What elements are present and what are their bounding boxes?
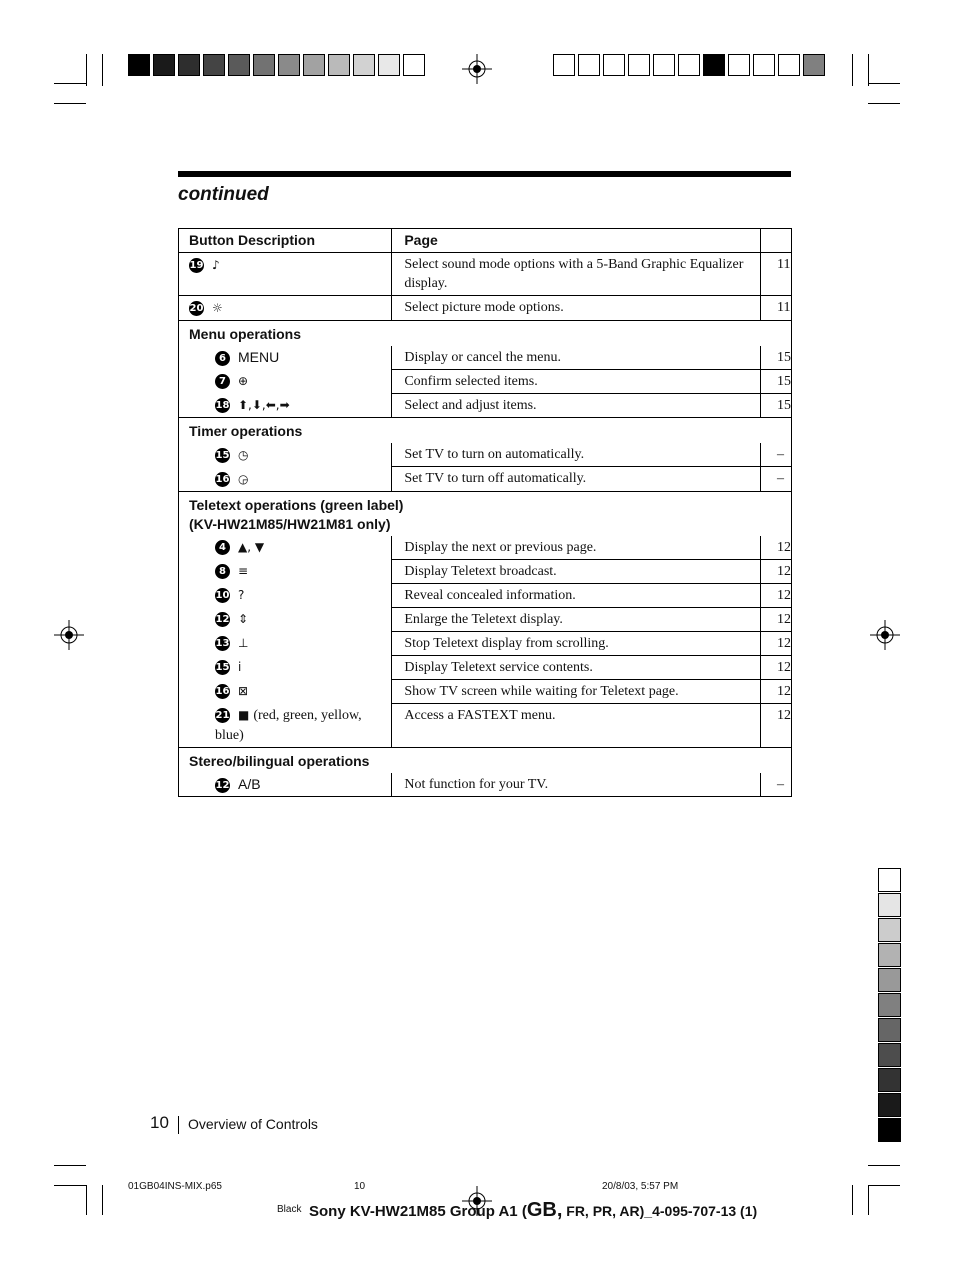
button-cell bbox=[179, 536, 392, 560]
color-swatch bbox=[603, 54, 625, 76]
button-icon: ? bbox=[238, 588, 245, 603]
button-cell bbox=[179, 655, 392, 679]
button-icon: ■ bbox=[238, 708, 250, 723]
color-swatch bbox=[253, 54, 275, 76]
crop-mark bbox=[868, 103, 900, 104]
button-cell bbox=[179, 703, 392, 748]
table-row bbox=[179, 583, 792, 607]
color-swatch bbox=[553, 54, 575, 76]
page-cell: 15 bbox=[761, 393, 792, 417]
page-cell: 12 bbox=[761, 583, 792, 607]
button-icon: ◶ bbox=[238, 471, 249, 486]
table-row bbox=[179, 773, 792, 797]
table-row bbox=[179, 467, 792, 491]
footer-model-suffix: FR, PR, AR)_4-095-707-13 (1) bbox=[562, 1203, 758, 1219]
callout-number: 15 bbox=[215, 662, 230, 674]
page-cell: 12 bbox=[761, 703, 792, 748]
callout-number: 15 bbox=[215, 449, 230, 461]
footer-model-prefix: Sony KV-HW21M85 Group A1 ( bbox=[309, 1203, 527, 1220]
crop-mark bbox=[868, 1185, 900, 1186]
callout-number: 18 bbox=[215, 400, 230, 412]
description-cell: Select sound mode options with a 5-Band Graphic Equalizer display. bbox=[392, 253, 761, 296]
table-row bbox=[179, 536, 792, 560]
registration-mark-icon bbox=[870, 620, 900, 650]
table-row bbox=[179, 703, 792, 748]
color-swatch bbox=[878, 1118, 901, 1142]
color-swatch bbox=[778, 54, 800, 76]
button-icon: ⊠ bbox=[238, 684, 249, 699]
section-row bbox=[179, 491, 792, 536]
color-swatch bbox=[753, 54, 775, 76]
button-cell bbox=[179, 679, 392, 703]
crop-mark bbox=[86, 54, 87, 86]
description-cell: Select picture mode options. bbox=[392, 296, 761, 321]
callout-number: 13 bbox=[215, 638, 230, 650]
crop-mark bbox=[102, 1185, 103, 1215]
color-swatch bbox=[803, 54, 825, 76]
page-cell: 12 bbox=[761, 655, 792, 679]
header-empty bbox=[761, 229, 792, 253]
color-swatch bbox=[353, 54, 375, 76]
description-cell: Not function for your TV. bbox=[392, 773, 761, 797]
button-cell bbox=[179, 253, 392, 296]
page-cell: 12 bbox=[761, 536, 792, 560]
crop-mark bbox=[868, 54, 869, 86]
button-icon: ◷ bbox=[238, 447, 249, 462]
button-cell bbox=[179, 467, 392, 491]
color-swatch bbox=[403, 54, 425, 76]
description-cell: Show TV screen while waiting for Teletext page. bbox=[392, 679, 761, 703]
footer-model-line bbox=[309, 1199, 757, 1222]
button-cell bbox=[179, 773, 392, 797]
color-swatch bbox=[228, 54, 250, 76]
crop-mark bbox=[868, 83, 900, 84]
page-cell: – bbox=[761, 467, 792, 491]
button-cell bbox=[179, 346, 392, 370]
button-icon: ≡ bbox=[238, 564, 249, 579]
page-cell: 15 bbox=[761, 369, 792, 393]
callout-number: 21 bbox=[215, 710, 230, 722]
section-row bbox=[179, 748, 792, 774]
section-name: Overview of Controls bbox=[188, 1116, 318, 1132]
section-title: Timer operations bbox=[189, 423, 303, 440]
callout-number: 20 bbox=[189, 302, 204, 314]
button-label: MENU bbox=[238, 348, 280, 365]
page-cell: – bbox=[761, 443, 792, 467]
table-row bbox=[179, 346, 792, 370]
table-row bbox=[179, 607, 792, 631]
controls-table bbox=[178, 228, 792, 797]
description-cell: Reveal concealed information. bbox=[392, 583, 761, 607]
color-swatch bbox=[878, 943, 901, 967]
button-cell bbox=[179, 443, 392, 467]
color-swatch bbox=[878, 993, 901, 1017]
button-label: (red, green, yellow, blue) bbox=[215, 708, 362, 744]
button-icon: ▲, ▼ bbox=[238, 540, 265, 555]
button-cell bbox=[179, 559, 392, 583]
color-swatch bbox=[278, 54, 300, 76]
crop-mark bbox=[54, 83, 86, 84]
page-cell: 11 bbox=[761, 253, 792, 296]
callout-number: 6 bbox=[215, 351, 230, 366]
description-cell: Stop Teletext display from scrolling. bbox=[392, 631, 761, 655]
button-cell bbox=[179, 631, 392, 655]
table-row bbox=[179, 253, 792, 296]
crop-mark bbox=[54, 103, 86, 104]
button-cell bbox=[179, 607, 392, 631]
description-cell: Set TV to turn on automatically. bbox=[392, 443, 761, 467]
footer-divider bbox=[178, 1116, 179, 1134]
color-swatch bbox=[878, 918, 901, 942]
button-icon: ⊕ bbox=[238, 374, 249, 389]
color-swatch bbox=[878, 1043, 901, 1067]
page-number: 10 bbox=[150, 1113, 169, 1132]
table-row bbox=[179, 631, 792, 655]
description-cell: Display or cancel the menu. bbox=[392, 346, 761, 370]
table-row bbox=[179, 443, 792, 467]
table-row bbox=[179, 679, 792, 703]
callout-number: 16 bbox=[215, 473, 230, 485]
description-cell: Display Teletext broadcast. bbox=[392, 559, 761, 583]
section-title: Stereo/bilingual operations bbox=[189, 753, 370, 770]
color-swatch bbox=[878, 893, 901, 917]
callout-number: 12 bbox=[215, 780, 230, 792]
color-swatch bbox=[578, 54, 600, 76]
button-icon: i bbox=[238, 660, 242, 675]
callout-number: 12 bbox=[215, 614, 230, 626]
crop-mark bbox=[102, 54, 103, 86]
callout-number: 8 bbox=[215, 564, 230, 579]
color-swatch bbox=[653, 54, 675, 76]
table-row bbox=[179, 655, 792, 679]
header-page: Page bbox=[392, 229, 761, 253]
table-row bbox=[179, 393, 792, 417]
button-icon: ☼ bbox=[212, 300, 223, 315]
description-cell: Select and adjust items. bbox=[392, 393, 761, 417]
crop-mark bbox=[852, 54, 853, 86]
registration-mark-icon bbox=[462, 54, 492, 84]
crop-mark bbox=[868, 1165, 900, 1166]
section-title: Menu operations bbox=[189, 325, 302, 342]
section-title: Teletext operations (green label) (KV-HW21M85/HW21M81 only) bbox=[189, 496, 404, 532]
page-cell: 12 bbox=[761, 607, 792, 631]
button-icon: ⬆,⬇,⬅,➡ bbox=[238, 398, 290, 413]
crop-mark bbox=[54, 1165, 86, 1166]
table-header-row bbox=[179, 229, 792, 253]
registration-mark-icon bbox=[54, 620, 84, 650]
button-cell bbox=[179, 369, 392, 393]
description-cell: Enlarge the Teletext display. bbox=[392, 607, 761, 631]
color-swatch bbox=[878, 868, 901, 892]
button-cell bbox=[179, 583, 392, 607]
page-cell: 12 bbox=[761, 631, 792, 655]
page-cell: – bbox=[761, 773, 792, 797]
page-heading: continued bbox=[178, 184, 269, 205]
table-row bbox=[179, 369, 792, 393]
color-swatch bbox=[878, 1093, 901, 1117]
crop-mark bbox=[852, 1185, 853, 1215]
button-icon: ♪ bbox=[212, 257, 220, 272]
callout-number: 19 bbox=[189, 259, 204, 271]
color-swatch bbox=[178, 54, 200, 76]
callout-number: 7 bbox=[215, 374, 230, 389]
header-button-description: Button Description bbox=[179, 229, 392, 253]
page-cell: 11 bbox=[761, 296, 792, 321]
color-swatch bbox=[878, 1018, 901, 1042]
footer-datetime: 20/8/03, 5:57 PM bbox=[602, 1181, 679, 1192]
color-swatch bbox=[728, 54, 750, 76]
crop-mark bbox=[54, 1185, 86, 1186]
table-row bbox=[179, 296, 792, 321]
crop-mark bbox=[86, 1185, 87, 1215]
footer-file-name: 01GB04INS-MIX.p65 bbox=[128, 1181, 222, 1192]
footer-file-page: 10 bbox=[354, 1181, 366, 1192]
button-cell bbox=[179, 296, 392, 321]
table-row bbox=[179, 559, 792, 583]
page-cell: 12 bbox=[761, 679, 792, 703]
color-swatch bbox=[153, 54, 175, 76]
crop-mark bbox=[868, 1185, 869, 1215]
callout-number: 4 bbox=[215, 540, 230, 555]
callout-number: 10 bbox=[215, 590, 230, 602]
callout-number: 16 bbox=[215, 686, 230, 698]
description-cell: Display Teletext service contents. bbox=[392, 655, 761, 679]
description-cell: Set TV to turn off automatically. bbox=[392, 467, 761, 491]
color-swatch bbox=[378, 54, 400, 76]
color-swatch bbox=[203, 54, 225, 76]
footer-plate: Black bbox=[277, 1204, 302, 1215]
color-swatch bbox=[303, 54, 325, 76]
footer-model-gb: GB, bbox=[526, 1199, 563, 1221]
section-row bbox=[179, 320, 792, 346]
description-cell: Display the next or previous page. bbox=[392, 536, 761, 560]
button-icon: ⊥ bbox=[238, 636, 249, 651]
button-cell bbox=[179, 393, 392, 417]
page-cell: 15 bbox=[761, 346, 792, 370]
color-swatch bbox=[628, 54, 650, 76]
button-icon: ⇕ bbox=[238, 612, 249, 627]
button-label: A/B bbox=[238, 776, 261, 793]
description-cell: Confirm selected items. bbox=[392, 369, 761, 393]
heading-rule bbox=[178, 171, 791, 177]
color-swatch bbox=[703, 54, 725, 76]
color-swatch bbox=[328, 54, 350, 76]
page-cell: 12 bbox=[761, 559, 792, 583]
description-cell: Access a FASTEXT menu. bbox=[392, 703, 761, 748]
color-swatch bbox=[128, 54, 150, 76]
color-swatch bbox=[878, 968, 901, 992]
color-swatch bbox=[878, 1068, 901, 1092]
color-swatch bbox=[678, 54, 700, 76]
section-row bbox=[179, 418, 792, 444]
